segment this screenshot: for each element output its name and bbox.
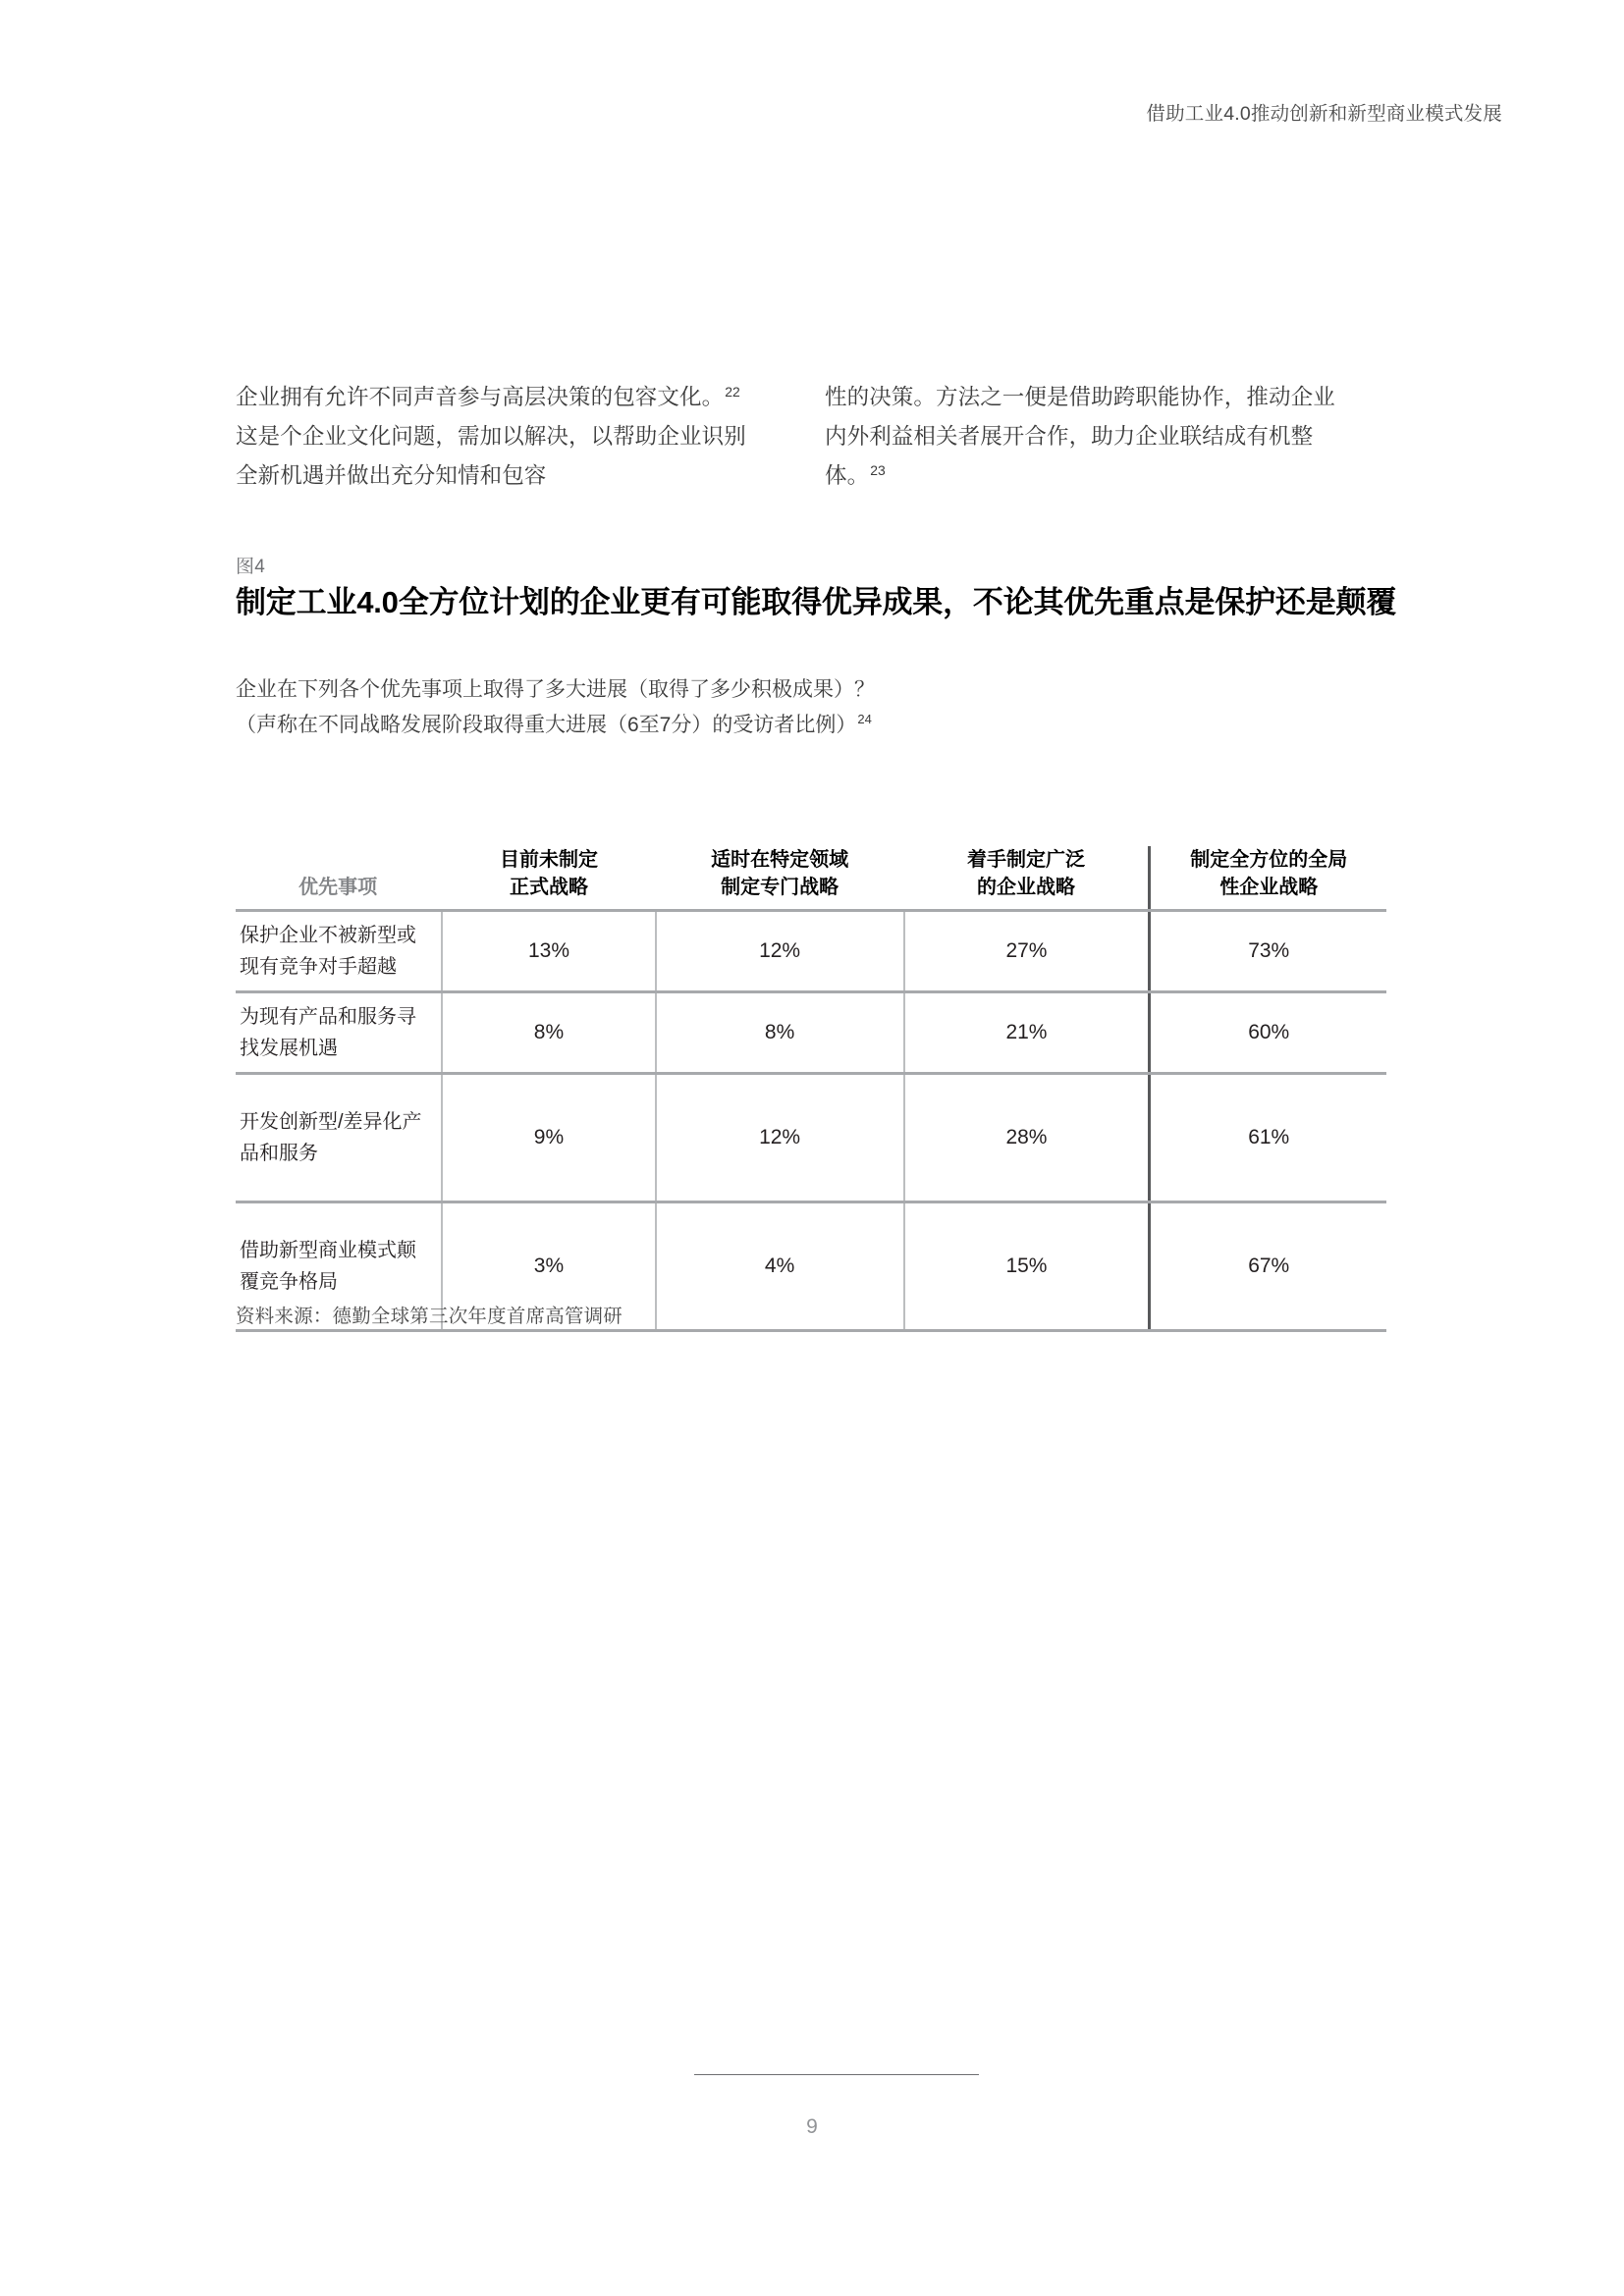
figure-label: 图4 bbox=[236, 557, 266, 577]
table-body bbox=[236, 911, 1386, 1331]
col-header-no-strategy bbox=[442, 846, 655, 911]
table-row bbox=[236, 911, 1386, 992]
table-row bbox=[236, 1074, 1386, 1202]
col-header-priority-line1: 优先事项 bbox=[298, 877, 378, 898]
figure-subtitle-line2-wrap bbox=[236, 708, 1414, 743]
row-label: 开发创新型/差异化产品和服务 bbox=[236, 1074, 442, 1202]
cell-value: 15% bbox=[904, 1202, 1150, 1331]
col-header-no-strategy-line1: 目前未制定 bbox=[499, 849, 598, 871]
cell-value: 60% bbox=[1150, 992, 1386, 1074]
col-header-comprehensive-strategy-line1: 制定全方位的全局 bbox=[1190, 849, 1348, 871]
cell-value: 67% bbox=[1150, 1202, 1386, 1331]
cell-value: 8% bbox=[442, 992, 655, 1074]
cell-value: 73% bbox=[1150, 911, 1386, 992]
body-text-columns bbox=[236, 378, 1389, 496]
figure-source: 资料来源：德勤全球第三次年度首席高管调研 bbox=[236, 1306, 623, 1327]
body-column-right bbox=[825, 378, 1345, 496]
cell-value: 61% bbox=[1150, 1074, 1386, 1202]
cell-value: 13% bbox=[442, 911, 655, 992]
figure-data-table bbox=[236, 846, 1386, 1332]
col-header-ad-hoc-strategy bbox=[656, 846, 904, 911]
body-left-text-part1: 企业拥有允许不同声音参与高层决策的包容文化。 bbox=[236, 385, 725, 409]
cell-value: 4% bbox=[656, 1202, 904, 1331]
footnote-marker-24: 24 bbox=[857, 712, 872, 726]
figure-subtitle-line1: 企业在下列各个优先事项上取得了多大进展（取得了多少积极成果）？ bbox=[236, 678, 875, 701]
col-header-ad-hoc-strategy-line1: 适时在特定领域 bbox=[711, 849, 849, 871]
col-header-comprehensive-strategy bbox=[1150, 846, 1386, 911]
table-header-row bbox=[236, 846, 1386, 911]
cell-value: 21% bbox=[904, 992, 1150, 1074]
row-label: 为现有产品和服务寻找发展机遇 bbox=[236, 992, 442, 1074]
body-left-text-part2: 这是个企业文化问题，需加以解决，以帮助企业识别全新机遇并做出充分知情和包容 bbox=[236, 424, 746, 488]
table-row bbox=[236, 992, 1386, 1074]
footer-divider bbox=[694, 2074, 979, 2075]
figure-title: 制定工业4.0全方位计划的企业更有可能取得优异成果，不论其优先重点是保护还是颠覆 bbox=[236, 585, 1397, 619]
col-header-comprehensive-strategy-line2: 性企业战略 bbox=[1219, 877, 1319, 898]
footnote-marker-22: 22 bbox=[725, 383, 740, 400]
col-header-priority bbox=[236, 846, 442, 911]
col-header-broad-strategy bbox=[904, 846, 1150, 911]
footnote-marker-23: 23 bbox=[870, 461, 886, 478]
col-header-broad-strategy-line2: 的企业战略 bbox=[976, 877, 1075, 898]
cell-value: 27% bbox=[904, 911, 1150, 992]
figure-table-container bbox=[236, 846, 1386, 1332]
body-right-text: 性的决策。方法之一便是借助跨职能协作，推动企业内外利益相关者展开合作，助力企业联结成有机整体。 bbox=[825, 385, 1335, 488]
cell-value: 28% bbox=[904, 1074, 1150, 1202]
col-header-no-strategy-line2: 正式战略 bbox=[509, 877, 588, 898]
cell-value: 3% bbox=[442, 1202, 655, 1331]
page-number: 9 bbox=[806, 2115, 818, 2138]
cell-value: 9% bbox=[442, 1074, 655, 1202]
row-label: 保护企业不被新型或现有竞争对手超越 bbox=[236, 911, 442, 992]
col-header-broad-strategy-line1: 着手制定广泛 bbox=[966, 849, 1085, 871]
figure-subtitle-line2: （声称在不同战略发展阶段取得重大进展（6至7分）的受访者比例） bbox=[236, 714, 857, 736]
body-column-left bbox=[236, 378, 756, 496]
cell-value: 12% bbox=[656, 1074, 904, 1202]
cell-value: 8% bbox=[656, 992, 904, 1074]
table-head bbox=[236, 846, 1386, 911]
col-header-ad-hoc-strategy-line2: 制定专门战略 bbox=[721, 877, 839, 898]
row-label: 借助新型商业模式颠覆竞争格局 bbox=[236, 1202, 442, 1331]
figure-subtitle bbox=[236, 672, 1414, 743]
cell-value: 12% bbox=[656, 911, 904, 992]
running-header: 借助工业4.0推动创新和新型商业模式发展 bbox=[1146, 103, 1502, 125]
